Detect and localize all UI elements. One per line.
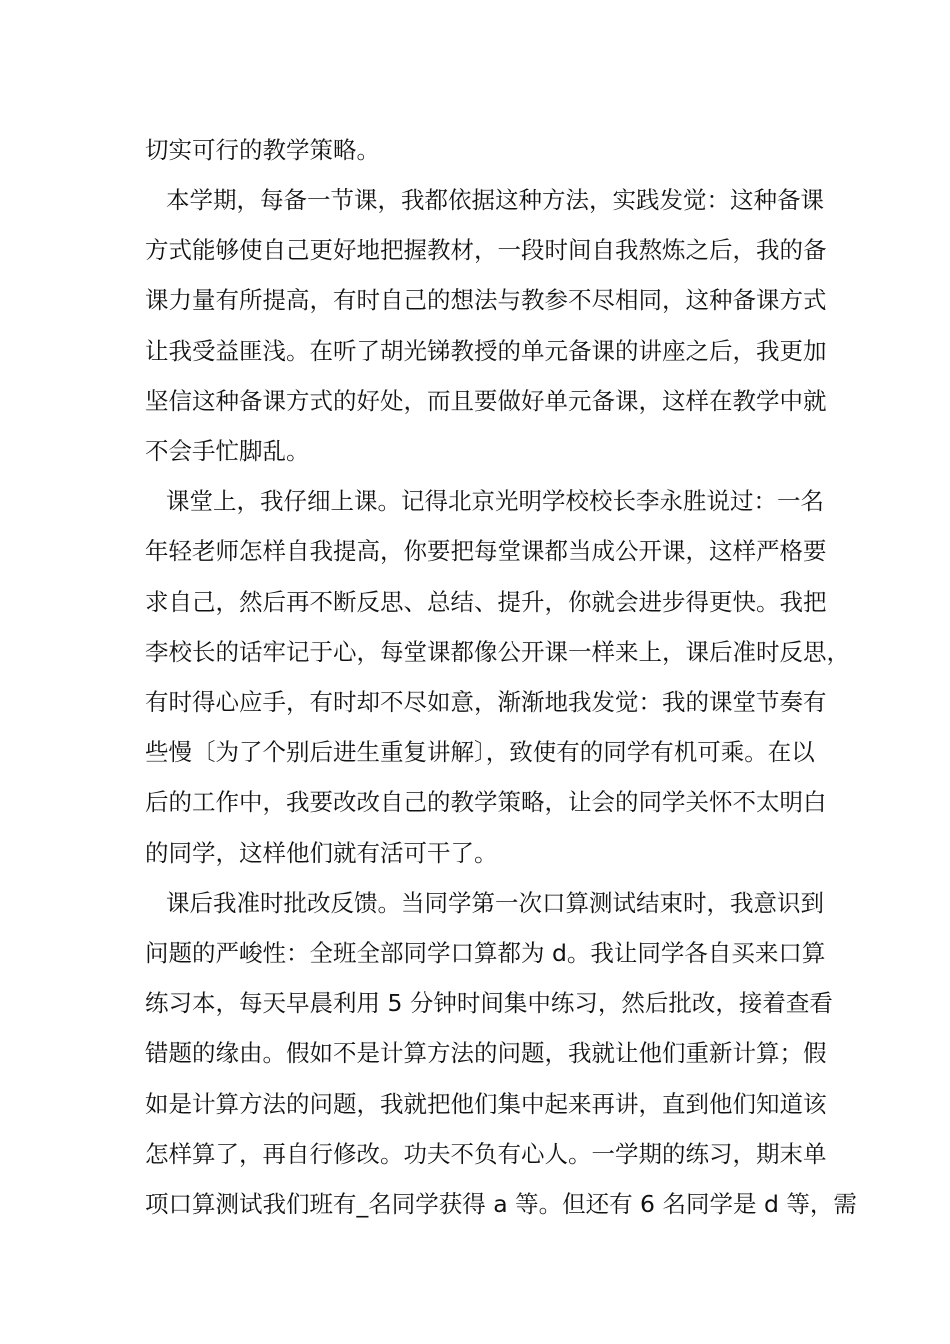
text-line: 练习本，每天早晨利用 5 分钟时间集中练习，然后批改，接着查看 xyxy=(145,989,833,1017)
text-line: 怎样算了，再自行修改。功夫不负有心人。一学期的练习，期末单 xyxy=(145,1140,827,1168)
text-line: 的同学，这样他们就有活可干了。 xyxy=(145,839,498,867)
text-line: 有时得心应手，有时却不尽如意，渐渐地我发觉：我的课堂节奏有 xyxy=(145,688,827,716)
text-line: 后的工作中，我要改改自己的教学策略，让会的同学关怀不太明白 xyxy=(145,788,827,816)
text-line: 课力量有所提高，有时自己的想法与教参不尽相同，这种备课方式 xyxy=(145,286,827,314)
text-line: 不会手忙脚乱。 xyxy=(145,437,310,465)
text-line: 切实可行的教学策略。 xyxy=(145,136,380,164)
text-line: 年轻老师怎样自我提高，你要把每堂课都当成公开课，这样严格要 xyxy=(145,537,827,565)
text-line: 问题的严峻性：全班全部同学口算都为 d。我让同学各自买来口算 xyxy=(145,939,826,967)
paragraph-first-line: 课后我准时批改反馈。当同学第一次口算测试结束时，我意识到 xyxy=(166,889,824,917)
text-line: 如是计算方法的问题，我就把他们集中起来再讲，直到他们知道该 xyxy=(145,1090,827,1118)
text-line: 些慢〔为了个别后进生重复讲解〕，致使有的同学有机可乘。在以 xyxy=(145,738,815,766)
paragraph-first-line: 课堂上，我仔细上课。记得北京光明学校校长李永胜说过：一名 xyxy=(166,487,824,515)
text-line: 李校长的话牢记于心，每堂课都像公开课一样来上，课后准时反思， xyxy=(145,638,850,666)
text-line: 坚信这种备课方式的好处，而且要做好单元备课，这样在教学中就 xyxy=(145,387,827,415)
text-line: 错题的缘由。假如不是计算方法的问题，我就让他们重新计算；假 xyxy=(145,1039,827,1067)
text-line: 项口算测试我们班有_名同学获得 a 等。但还有 6 名同学是 d 等，需 xyxy=(145,1190,857,1218)
text-line: 求自己，然后再不断反思、总结、提升，你就会进步得更快。我把 xyxy=(145,588,827,616)
text-line: 让我受益匪浅。在听了胡光锑教授的单元备课的讲座之后，我更加 xyxy=(145,337,827,365)
text-line: 方式能够使自己更好地把握教材，一段时间自我熬炼之后，我的备 xyxy=(145,236,827,264)
paragraph-first-line: 本学期，每备一节课，我都依据这种方法，实践发觉：这种备课 xyxy=(166,186,824,214)
